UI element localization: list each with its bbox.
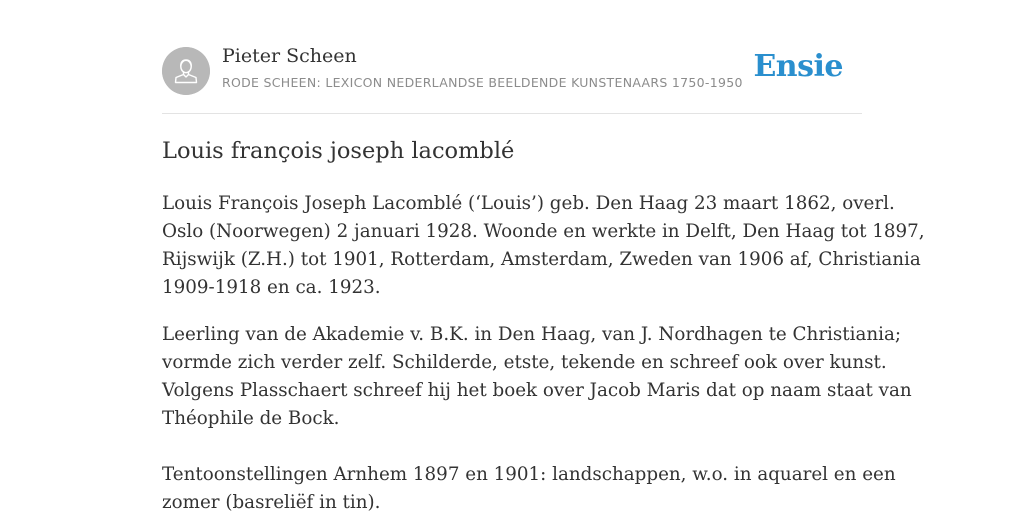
paragraph-line: Rijswijk (Z.H.) tot 1901, Rotterdam, Amsterdam, Zweden van 1906 af, Christiania (162, 249, 921, 270)
article-paragraph (162, 190, 925, 302)
paragraph-line: Théophile de Bock. (162, 408, 340, 429)
paragraph-line: Louis François Joseph Lacomblé (‘Louis’) geb. Den Haag 23 maart 1862, overl. (162, 193, 895, 214)
user-icon (162, 47, 210, 95)
page-container (162, 0, 925, 512)
article-paragraph (162, 461, 896, 512)
article-paragraph (162, 321, 912, 433)
article-header (162, 0, 862, 114)
ensie-logo[interactable]: Ensie (753, 49, 843, 84)
paragraph-line: Oslo (Noorwegen) 2 januari 1928. Woonde en werkte in Delft, Den Haag tot 1897, (162, 221, 925, 242)
avatar[interactable] (162, 47, 210, 95)
source-publication[interactable]: RODE SCHEEN: LEXICON NEDERLANDSE BEELDENDE KUNSTENAARS 1750-1950 (222, 75, 743, 90)
paragraph-line: 1909-1918 en ca. 1923. (162, 277, 381, 298)
paragraph-line: Leerling van de Akademie v. B.K. in Den Haag, van J. Nordhagen te Christiania; (162, 324, 902, 345)
article-title: Louis françois joseph lacomblé (162, 138, 515, 164)
paragraph-line: Tentoonstellingen Arnhem 1897 en 1901: landschappen, w.o. in aquarel en een (162, 464, 896, 485)
paragraph-line: Volgens Plasschaert schreef hij het boek over Jacob Maris dat op naam staat van (162, 380, 912, 401)
author-name[interactable]: Pieter Scheen (222, 45, 357, 67)
paragraph-line: zomer (basreliëf in tin). (162, 492, 381, 512)
paragraph-line: vormde zich verder zelf. Schilderde, etste, tekende en schreef ook over kunst. (162, 352, 887, 373)
